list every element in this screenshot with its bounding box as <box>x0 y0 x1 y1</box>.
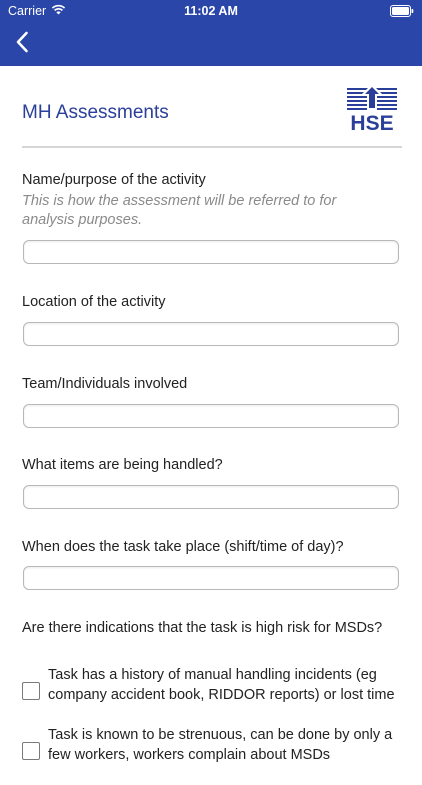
name-input[interactable] <box>23 240 399 264</box>
status-bar <box>0 0 422 22</box>
chevron-left-icon <box>15 31 29 58</box>
risk-option-label: Task has a history of manual handling incidents (eg company accident book, RIDDOR reports) or lost time <box>48 667 395 703</box>
name-label: Name/purpose of the activity <box>22 172 206 188</box>
items-label: What items are being handled? <box>22 457 223 473</box>
team-label: Team/Individuals involved <box>22 376 188 392</box>
header-divider <box>22 146 402 148</box>
nav-bar <box>0 22 422 66</box>
page-title: MH Assessments <box>22 102 169 123</box>
header-row <box>0 66 422 148</box>
name-hint: This is how the assessment will be referred to for analysis purposes. <box>22 193 337 228</box>
risk-option-row[interactable] <box>22 725 402 785</box>
risk-option-checkbox[interactable] <box>22 742 40 760</box>
hse-logo-text: HSE <box>350 112 394 135</box>
when-label: When does the task take place (shift/time of day)? <box>22 539 344 555</box>
items-input[interactable] <box>23 485 399 509</box>
status-time: 11:02 AM <box>184 4 238 18</box>
risk-option-row[interactable] <box>22 665 402 723</box>
when-input[interactable] <box>23 566 399 590</box>
risk-option-checkbox[interactable] <box>22 682 40 700</box>
risk-option-label: Task is known to be strenuous, can be done by only a few workers, workers complain about MSDs <box>48 727 393 763</box>
hse-logo <box>345 82 399 136</box>
location-label: Location of the activity <box>22 294 166 310</box>
risk-question: Are there indications that the task is high risk for MSDs? <box>22 620 383 636</box>
hse-emblem-icon <box>345 82 399 112</box>
battery-icon <box>390 5 414 20</box>
location-input[interactable] <box>23 322 399 346</box>
team-input[interactable] <box>23 404 399 428</box>
back-button[interactable] <box>6 28 38 60</box>
carrier-label: Carrier <box>8 4 47 18</box>
